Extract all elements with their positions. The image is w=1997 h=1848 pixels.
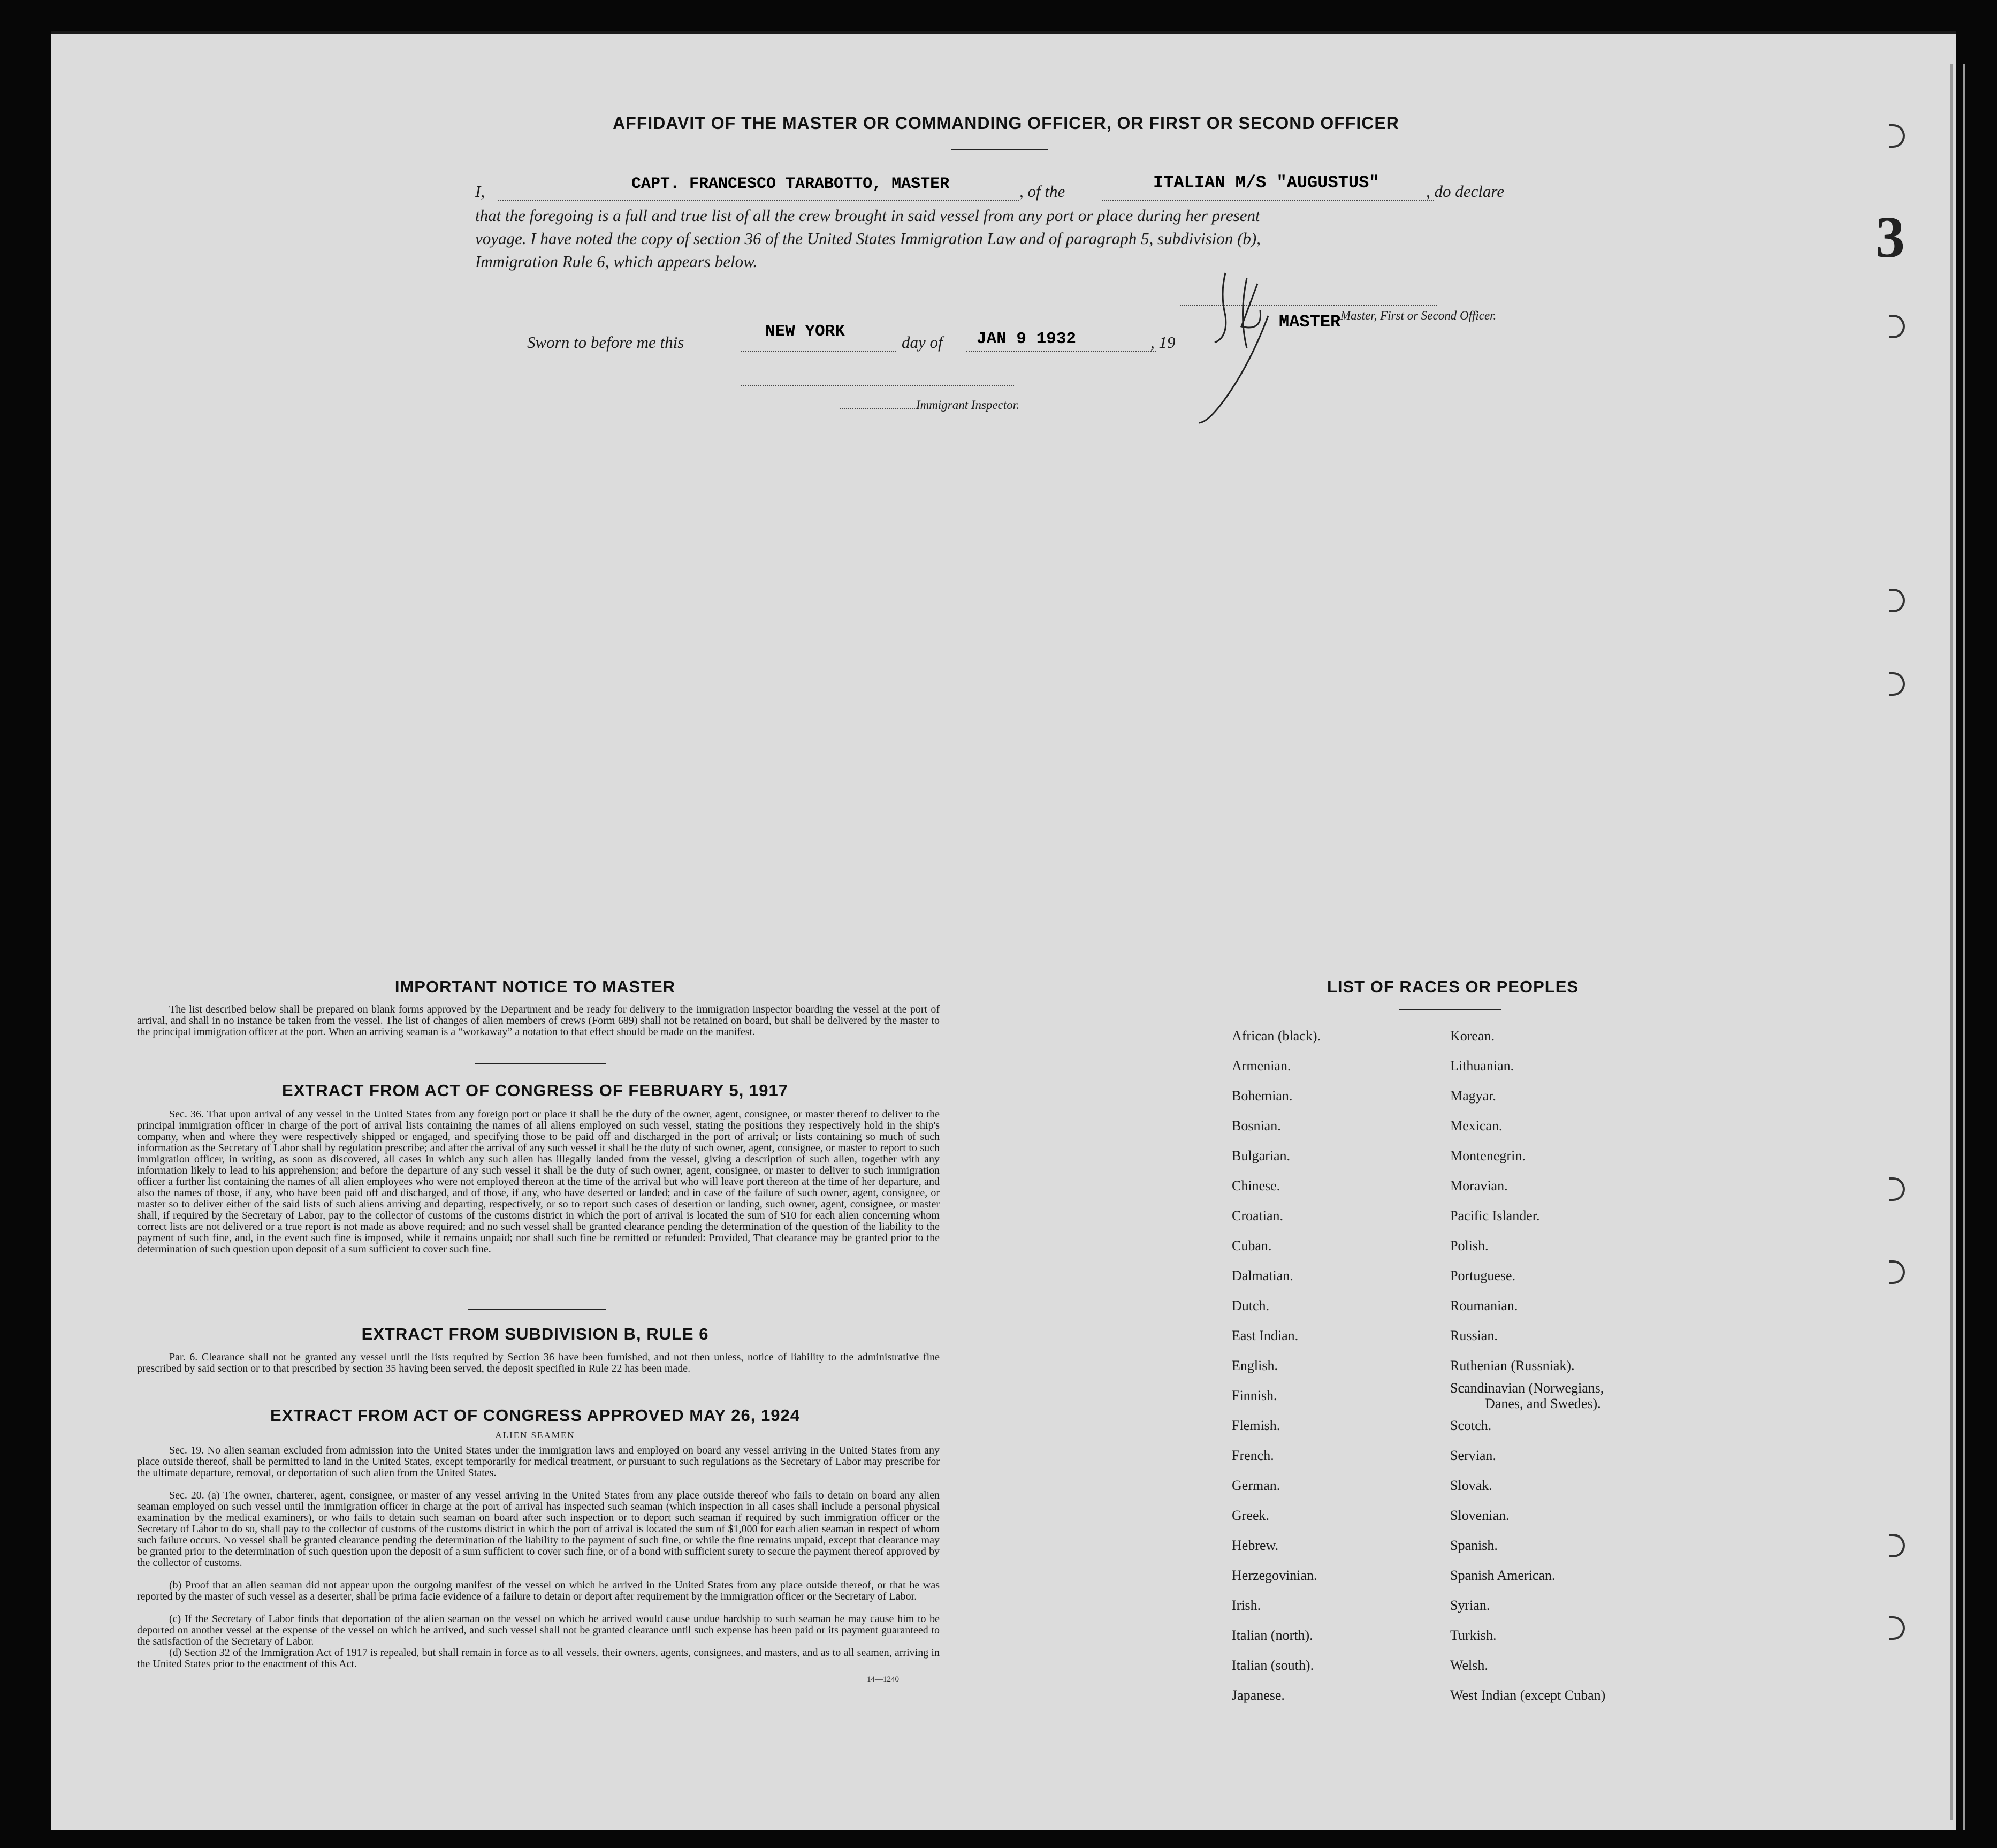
extract-1924-sec20b: (b) Proof that an alien seaman did not appear upon the outgoing manifest of the vessel on which he arrived in the United States from any place outside thereof, or that he was reported by the master of such vessel as a deserter, shall be prima facie evidence of a failure to detain or deport after requirement by the immigration officer or the Secretary of Labor. — [137, 1579, 940, 1602]
race-item: Scotch. — [1450, 1418, 1492, 1433]
sworn-label: Sworn to before me this — [527, 333, 684, 352]
race-item: Italian (south). — [1232, 1657, 1314, 1673]
race-item: Japanese. — [1232, 1687, 1285, 1703]
extract-1924-sec19: Sec. 19. No alien seaman excluded from admission into the United States under the immigration laws and employed on board any vessel arriving in the United States from any place outside thereof, shall be permitted to land in the United States, except temporarily for medical treatment, or pursuant to such regulations as the Secretary of Labor may prescribe for the ultimate departure, removal, or deportation of such alien from the United States. — [137, 1444, 940, 1479]
inspector-leader — [840, 401, 915, 409]
race-item: Magyar. — [1450, 1088, 1496, 1104]
affidavit-i: I, — [475, 182, 485, 201]
race-item: Flemish. — [1232, 1418, 1280, 1433]
race-item: East Indian. — [1232, 1328, 1299, 1343]
form-number: 14—1240 — [867, 1675, 899, 1684]
race-item: Dalmatian. — [1232, 1268, 1293, 1283]
race-item: German. — [1232, 1478, 1280, 1493]
race-item: Slovenian. — [1450, 1508, 1510, 1523]
inspector-signature-line — [741, 375, 1014, 386]
race-item: Pacific Islander. — [1450, 1208, 1540, 1223]
page-edge — [1963, 64, 1965, 1830]
race-item: Italian (north). — [1232, 1628, 1313, 1643]
race-item: Lithuanian. — [1450, 1058, 1514, 1074]
race-item: Ruthenian (Russniak). — [1450, 1358, 1575, 1373]
race-item: Bulgarian. — [1232, 1148, 1291, 1163]
year-prefix: , 19 — [1150, 333, 1176, 352]
affidavit-do-declare: , do declare — [1426, 182, 1505, 201]
race-item: Turkish. — [1450, 1628, 1497, 1643]
affidavit-line-3: voyage. I have noted the copy of section 36 of the United States Immigration Law and of paragraph 5, subdivision (b), — [475, 229, 1261, 248]
officer-label: Master, First or Second Officer. — [1340, 309, 1497, 322]
margin-numeral: 3 — [1876, 204, 1905, 270]
race-item: Bosnian. — [1232, 1118, 1281, 1134]
race-item: Finnish. — [1232, 1388, 1277, 1403]
extract-1924-sec20d: (d) Section 32 of the Immigration Act of 1917 is repealed, but shall remain in force as to all vessels, their owners, agents, consignees, and masters, and as to all seamen, arriving in the United States prior to the enactment of this Act. — [137, 1647, 940, 1670]
race-item: Roumanian. — [1450, 1298, 1518, 1313]
race-item: African (black). — [1232, 1028, 1321, 1044]
vessel-name: ITALIAN M/S "AUGUSTUS" — [1153, 173, 1379, 193]
races-left-column — [1232, 1021, 1321, 1710]
affidavit-of-the: , of the — [1019, 182, 1065, 201]
notice-title: IMPORTANT NOTICE TO MASTER — [394, 977, 676, 996]
sworn-place: NEW YORK — [765, 322, 845, 341]
race-item: Portuguese. — [1450, 1268, 1516, 1283]
race-item: Dutch. — [1232, 1298, 1270, 1313]
inspector-label: Immigrant Inspector. — [916, 398, 1019, 412]
title-rule — [951, 149, 1048, 150]
race-item-continuation: Danes, and Swedes). — [1485, 1396, 1601, 1411]
race-item: Spanish American. — [1450, 1568, 1556, 1583]
race-item: Croatian. — [1232, 1208, 1284, 1223]
race-item: Herzegovinian. — [1232, 1568, 1317, 1583]
race-item: Syrian. — [1450, 1598, 1490, 1613]
race-item: Korean. — [1450, 1028, 1495, 1044]
race-item: Cuban. — [1232, 1238, 1272, 1253]
race-item: Spanish. — [1450, 1538, 1498, 1553]
race-item: Montenegrin. — [1450, 1148, 1526, 1163]
page-edge — [1950, 64, 1953, 1820]
affidavit-line-2: that the foregoing is a full and true list of all the crew brought in said vessel from any port or place during her present — [475, 206, 1260, 225]
race-item: French. — [1232, 1448, 1274, 1463]
section-rule — [475, 1063, 606, 1064]
subdivision-body: Par. 6. Clearance shall not be granted any vessel until the lists required by Section 36 have been furnished, and not then unless, notice of liability to the administrative fine prescribed by said section or to that prescribed by section 35 having been served, the deposit specified in Rule 22 has been made. — [137, 1351, 940, 1374]
subdivision-title: EXTRACT FROM SUBDIVISION B, RULE 6 — [361, 1325, 709, 1343]
race-item: Bohemian. — [1232, 1088, 1293, 1104]
extract-1924-sec20a: Sec. 20. (a) The owner, charterer, agent, consignee, or master of any vessel arriving in the United States from any place outside thereof who fails to detain on board any alien seaman employed on such vessel until the immigration officer in charge at the port of arrival has inspected such seaman (which inspection in all cases shall include a personal physical examination by the medical examiners), or who fails to detain such seaman on board after such inspection or to deport such seaman if required by such immigration officer or the Secretary of Labor to do so, shall pay to the collector of customs of the customs district in which the port of arrival is located the sum of $1,000 for each alien seaman in respect of whom such failure occurs. No vessel shall be granted clearance pending the determination of the liability to the payment of such fine, or while the fine remains unpaid, except that clearance may be granted prior to the determination of such question upon the deposit of a sum sufficient to cover such fine, or of a bond with sufficient surety to secure the payment thereof approved by the collector of customs. — [137, 1489, 940, 1569]
race-item: Greek. — [1232, 1508, 1270, 1523]
extract-1917-title: EXTRACT FROM ACT OF CONGRESS OF FEBRUARY 5, 1917 — [282, 1081, 788, 1100]
races-rule — [1399, 1009, 1501, 1010]
affidavit-line-4: Immigration Rule 6, which appears below. — [475, 252, 758, 271]
race-item: Slovak. — [1450, 1478, 1492, 1493]
extract-1924-title: EXTRACT FROM ACT OF CONGRESS APPROVED MAY 26, 1924 — [270, 1406, 800, 1425]
race-item: Polish. — [1450, 1238, 1489, 1253]
race-item: Russian. — [1450, 1328, 1498, 1343]
race-item: English. — [1232, 1358, 1278, 1373]
races-title: LIST OF RACES OR PEOPLES — [1327, 977, 1579, 996]
race-item: Welsh. — [1450, 1657, 1488, 1673]
race-item: Irish. — [1232, 1598, 1261, 1613]
race-item: Hebrew. — [1232, 1538, 1279, 1553]
affidavit-title: AFFIDAVIT OF THE MASTER OR COMMANDING OFFICER, OR FIRST OR SECOND OFFICER — [613, 113, 1399, 133]
race-item: Servian. — [1450, 1448, 1496, 1463]
race-item: Scandinavian (Norwegians, — [1450, 1380, 1604, 1396]
section-rule — [468, 1309, 606, 1310]
signature-line — [1180, 289, 1437, 306]
race-item: Mexican. — [1450, 1118, 1503, 1134]
race-item: Chinese. — [1232, 1178, 1280, 1193]
race-item: Moravian. — [1450, 1178, 1508, 1193]
extract-1917-body: Sec. 36. That upon arrival of any vessel in the United States from any foreign port or place it shall be the duty of the owner, agent, consignee, or master thereof to deliver to the principal immigration officer in charge of the port of arrival lists containing the names of all aliens employed on such vessel, stating the positions they respectively hold in the ship's company, when and where they were respectively shipped or engaged, and specifying those to be paid off and discharged in the port of arrival; or lists containing so much of such information as the Secretary of Labor shall by regulation prescribe; and after the arrival of any such vessel it shall be the duty of such owner, agent, consignee, or master to report to such immigration officer, in writing, as soon as discovered, all cases in which any such alien has illegally landed from the vessel, giving a description of such alien, together with any information likely to lead to his apprehension; and before the departure of any such vessel it shall be the duty of such owner, agent, consignee, or master to deliver to such immigration officer a further list containing the names of all alien employees who were not employed thereon at the time of the arrival but who will leave port thereon at the time of her departure, and also the names of those, if any, who have been paid off and discharged, and of those, if any, who have deserted or landed; and in case of the failure of such owner, agent, consignee, or master so to deliver either of the said lists of such aliens arriving and departing, respectively, or so to report such cases of desertion or landing, such owner, agent, consignee, or master shall, if required by the Secretary of Labor, pay to the collector of customs of the customs district in which the port of arrival is located the sum of $10 for each alien concerning whom correct lists are not delivered or a true report is not made as above required; and no such vessel shall be granted clearance pending the determination of the question of the liability to the payment of such fine, and, in the event such fine is imposed, while it remains unpaid; nor shall such fine be remitted or refunded: Provided, That clearance may be granted prior to the determination of such question upon deposit of a sum sufficient to cover such fine. — [137, 1108, 940, 1255]
race-item: Armenian. — [1232, 1058, 1291, 1074]
extract-1924-subtitle: ALIEN SEAMEN — [495, 1430, 575, 1440]
master-name: CAPT. FRANCESCO TARABOTTO, MASTER — [631, 175, 950, 193]
notice-body: The list described below shall be prepared on blank forms approved by the Department and be ready for delivery to the immigration inspector boarding the vessel at the port of arrival, and shall in no instance be taken from the vessel. The list of changes of alien members of crews (Form 689) shall not be retained on board, but shall be delivered by the master to the principal immigration officer at the port. When an arriving seaman is a “workaway” a notation to that effect should be made on the manifest. — [137, 1003, 940, 1038]
signer-title: MASTER — [1279, 312, 1341, 332]
race-item: West Indian (except Cuban) — [1450, 1687, 1606, 1703]
races-right-column — [1450, 1021, 1605, 1710]
day-of-label: day of — [902, 333, 943, 352]
signature-image — [1167, 252, 1341, 428]
extract-1924-sec20c: (c) If the Secretary of Labor finds that deportation of the alien seaman on the vessel on which he arrived would cause undue hardship to such seaman he may cause him to be deported on another vessel at the expense of the vessel on which he arrived, and such vessel shall not be granted clearance until such expense has been paid or its payment guaranteed to the satisfaction of the Secretary of Labor. — [137, 1613, 940, 1647]
sworn-date: JAN 9 1932 — [977, 330, 1077, 348]
